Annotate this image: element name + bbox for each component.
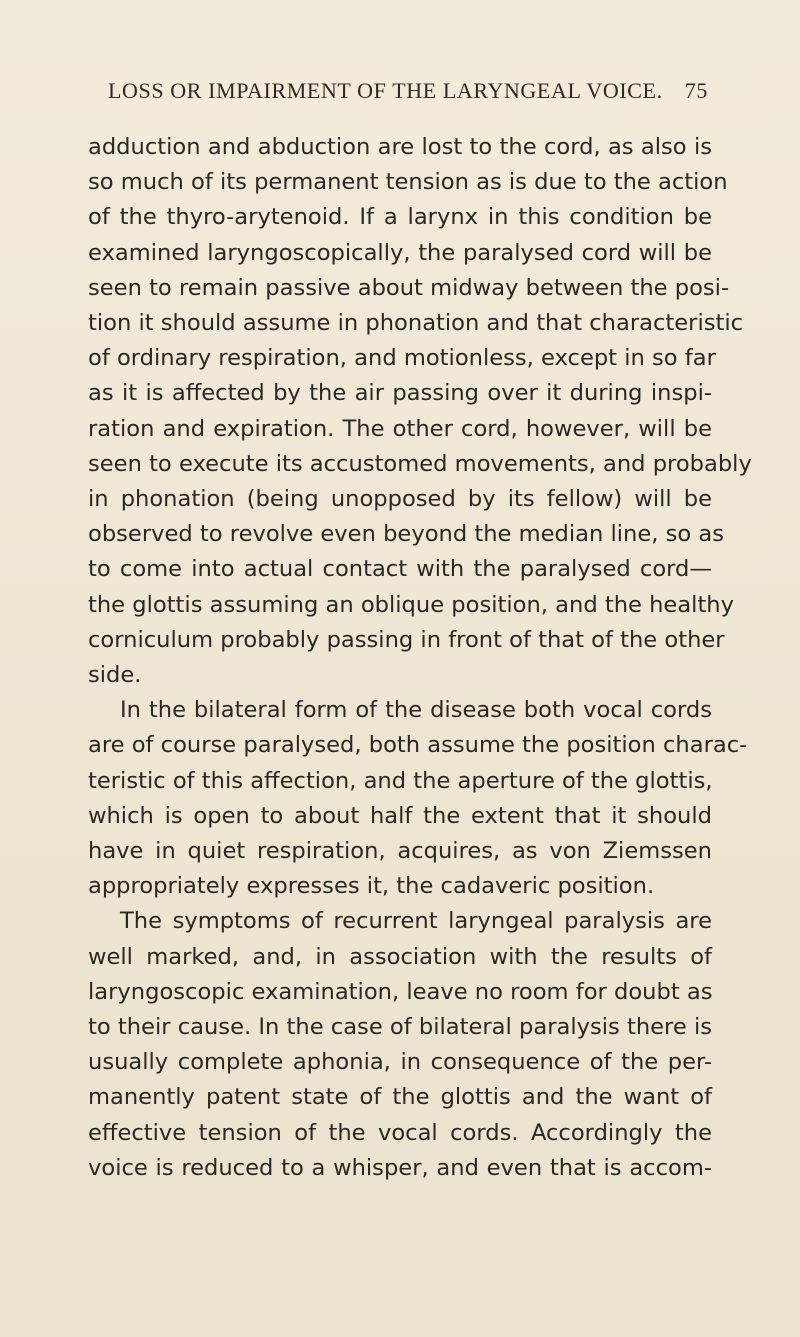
text-line: corniculum probably passing in front of that of the other	[88, 626, 725, 653]
text-line: appropriately expresses it, the cadaveric position.	[88, 873, 655, 900]
text-line: seen to execute its accustomed movements, and probably	[88, 450, 752, 477]
text-line: laryngoscopic examination, leave no room for doubt as	[88, 978, 713, 1005]
text-line: The symptoms of recurrent laryngeal paralysis are	[120, 908, 712, 935]
text-line: well marked, and, in association with the results of	[88, 943, 712, 970]
text-line: to come into actual contact with the paralysed cord—	[88, 556, 712, 583]
text-line: adduction and abduction are lost to the cord, as also is	[88, 134, 712, 160]
text-line: effective tension of the vocal cords. Accordingly the	[88, 1119, 712, 1146]
page-number: 75	[684, 78, 708, 103]
running-head-title: LOSS OR IMPAIRMENT OF THE LARYNGEAL VOICE.	[108, 78, 663, 103]
text-line: usually complete aphonia, in consequence of the per-	[88, 1049, 712, 1076]
text-line: of ordinary respiration, and motionless, except in so far	[88, 345, 716, 372]
text-line: side.	[88, 662, 142, 689]
text-line: tion it should assume in phonation and that characteristic	[88, 310, 744, 337]
text-line: In the bilateral form of the disease both vocal cords	[120, 697, 712, 724]
text-line: examined laryngoscopically, the paralysed cord will be	[88, 239, 712, 266]
text-line: to their cause. In the case of bilateral paralysis there is	[88, 1014, 712, 1041]
text-line: are of course paralysed, both assume the position charac-	[88, 732, 748, 759]
text-line: so much of its permanent tension as is due to the action	[88, 169, 728, 196]
text-line: as it is affected by the air passing over it during inspi-	[88, 380, 712, 407]
body-text	[88, 130, 752, 1186]
text-line: in phonation (being unopposed by its fellow) will be	[88, 486, 712, 513]
text-line: ration and expiration. The other cord, however, will be	[88, 415, 712, 442]
text-line: of the thyro-arytenoid. If a larynx in this condition be	[88, 204, 712, 231]
text-line: voice is reduced to a whisper, and even that is accom-	[88, 1154, 712, 1181]
text-line: teristic of this affection, and the aperture of the glottis,	[88, 767, 713, 794]
running-head	[108, 78, 708, 104]
text-line: which is open to about half the extent that it should	[88, 802, 712, 829]
text-line: have in quiet respiration, acquires, as von Ziemssen	[88, 838, 712, 865]
text-line: manently patent state of the glottis and the want of	[88, 1084, 712, 1111]
text-line: the glottis assuming an oblique position, and the healthy	[88, 591, 734, 618]
text-line: observed to revolve even beyond the median line, so as	[88, 521, 725, 548]
text-line: seen to remain passive about midway between the posi-	[88, 274, 730, 301]
